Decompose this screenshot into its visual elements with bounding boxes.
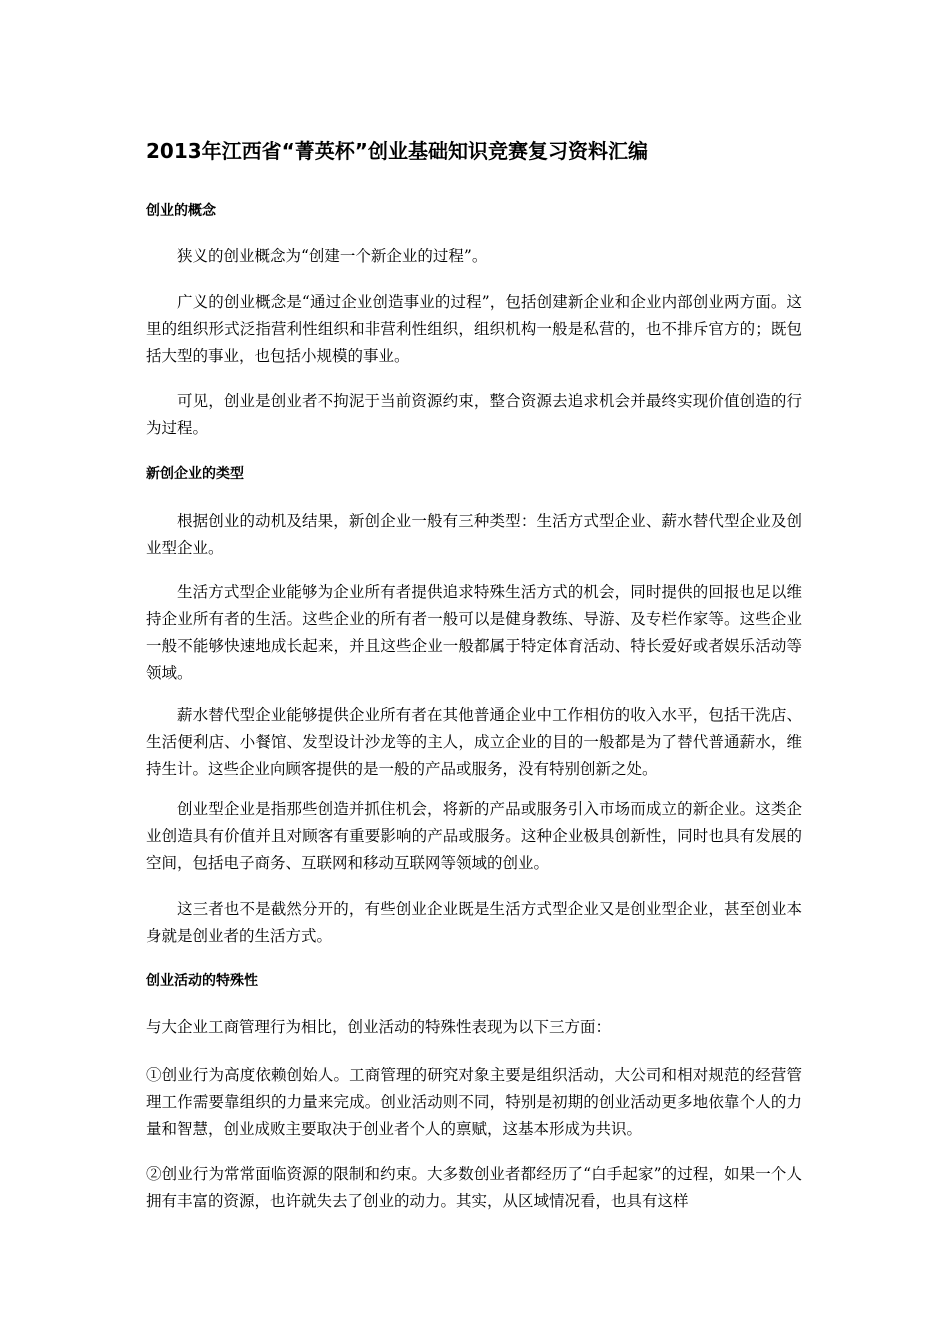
paragraph: 薪水替代型企业能够提供企业所有者在其他普通企业中工作相仿的收入水平，包括干洗店、生活便利店、小餐馆、发型设计沙龙等的主人，成立企业的目的一般都是为了替代普通薪水，维持生计。这些企业向顾客提供的是一般的产品或服务，没有特别创新之处。 [146,706,802,778]
paragraph: ①创业行为高度依赖创始人。工商管理的研究对象主要是组织活动，大公司和相对规范的经营管理工作需要靠组织的力量来完成。创业活动则不同，特别是初期的创业活动更多地依靠个人的力量和智慧，创业成败主要取决于创业者个人的禀赋，这基本形成为共识。 [146,1066,802,1138]
section-heading-types: 新创企业的类型 [146,466,244,482]
paragraph: 这三者也不是截然分开的，有些创业企业既是生活方式型企业又是创业型企业，甚至创业本身就是创业者的生活方式。 [146,900,802,945]
paragraph: 根据创业的动机及结果，新创企业一般有三种类型：生活方式型企业、薪水替代型企业及创业型企业。 [146,512,802,557]
paragraph: 生活方式型企业能够为企业所有者提供追求特殊生活方式的机会，同时提供的回报也足以维持企业所有者的生活。这些企业的所有者一般可以是健身教练、导游、及专栏作家等。这些企业一般不能够快速地成长起来，并且这些企业一般都属于特定体育活动、特长爱好或者娱乐活动等领域。 [146,583,802,682]
document-title: 2013年江西省“菁英杯”创业基础知识竞赛复习资料汇编 [146,139,648,163]
paragraph: ②创业行为常常面临资源的限制和约束。大多数创业者都经历了“白手起家”的过程，如果一个人拥有丰富的资源，也许就失去了创业的动力。其实，从区域情况看，也具有这样 [146,1165,802,1210]
paragraph: 狭义的创业概念为“创建一个新企业的过程”。 [177,247,488,265]
section-heading-concept: 创业的概念 [146,203,216,219]
paragraph: 可见，创业是创业者不拘泥于当前资源约束，整合资源去追求机会并最终实现价值创造的行为过程。 [146,392,802,437]
paragraph: 广义的创业概念是“通过企业创造事业的过程”，包括创建新企业和企业内部创业两方面。这里的组织形式泛指营利性组织和非营利性组织，组织机构一般是私营的，也不排斥官方的；既包括大型的事业，也包括小规模的事业。 [146,293,802,365]
section-heading-specialty: 创业活动的特殊性 [146,973,258,989]
paragraph: 与大企业工商管理行为相比，创业活动的特殊性表现为以下三方面： [146,1018,612,1036]
paragraph: 创业型企业是指那些创造并抓住机会，将新的产品或服务引入市场而成立的新企业。这类企业创造具有价值并且对顾客有重要影响的产品或服务。这种企业极具创新性，同时也具有发展的空间，包括电子商务、互联网和移动互联网等领域的创业。 [146,800,802,872]
